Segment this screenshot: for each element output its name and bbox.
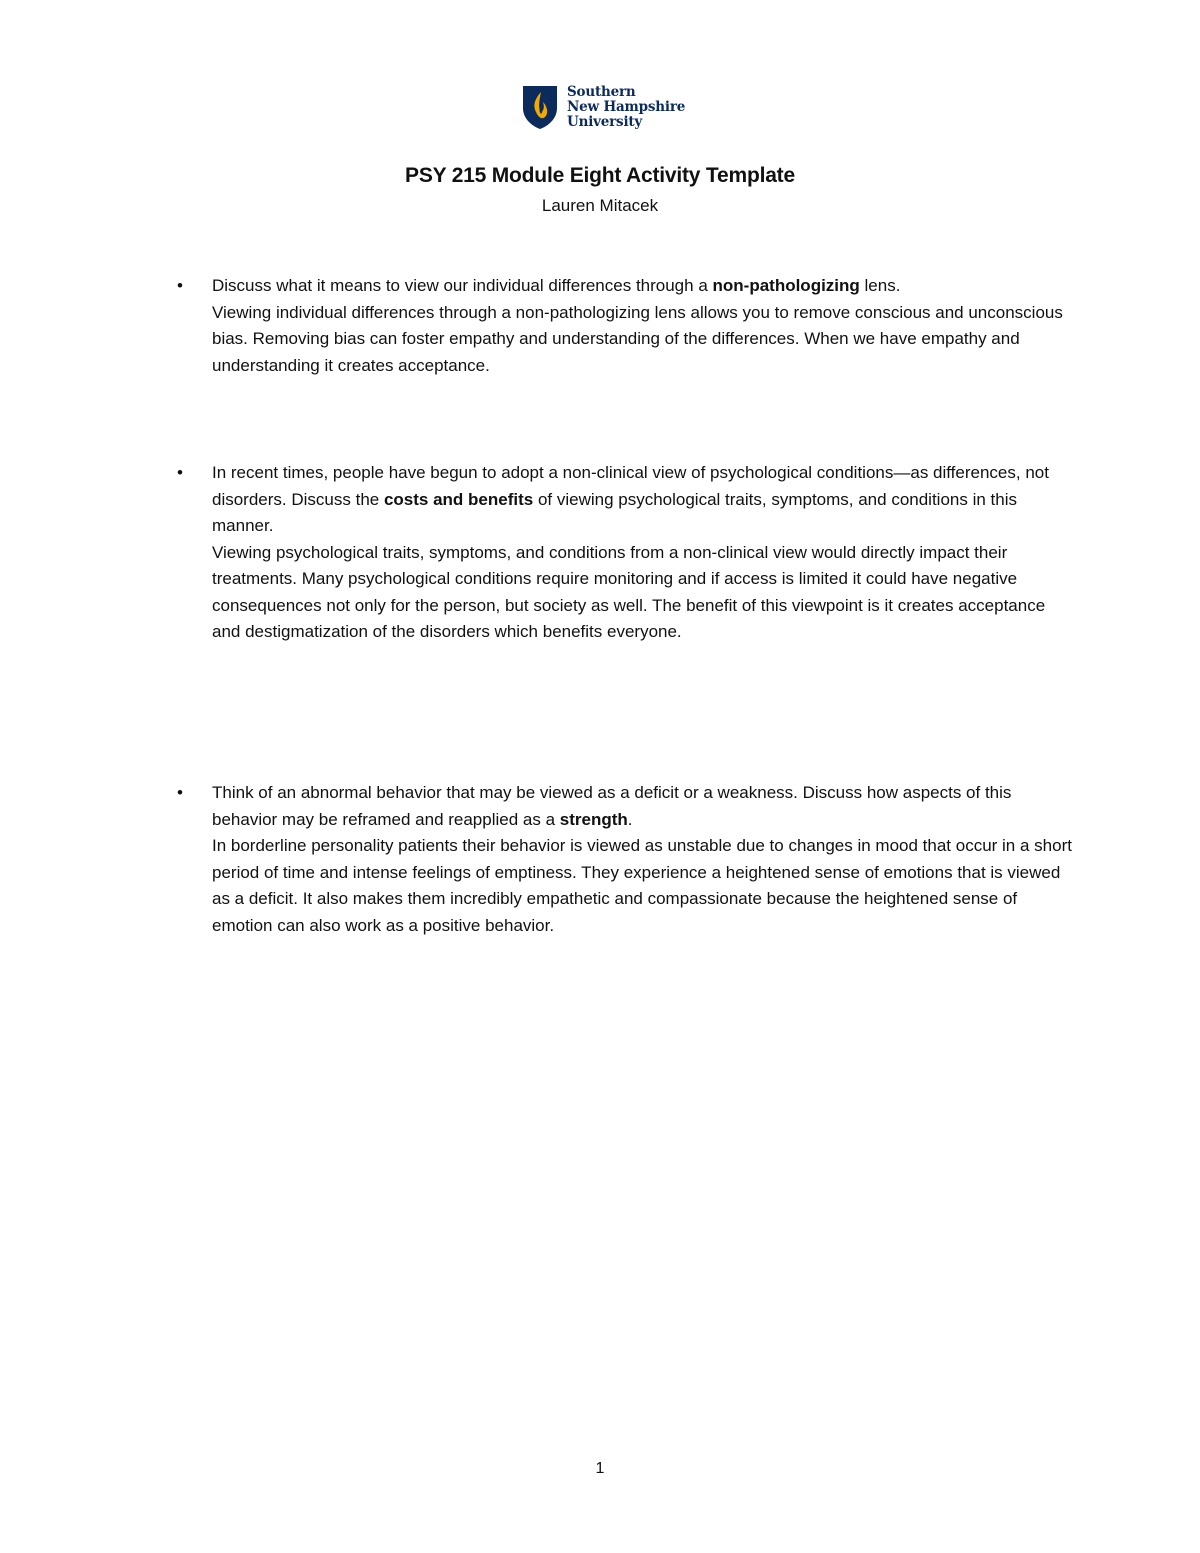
bullet-icon: • [177,783,183,802]
question-text [212,460,1072,540]
question-emphasis: strength [559,809,628,829]
question-part: Discuss what it means to view our individual differences through a [212,276,713,295]
university-logo [521,84,691,132]
answer-text: Viewing psychological traits, symptoms, and conditions from a non-clinical view would directly impact their treatments. Many psychological conditions require monitoring and if access is limited it could have negative consequences not only for the person, but society as well. The benefit of this viewpoint is it creates acceptance and destigmatization of the disorders which benefits everyone. [212,542,1046,641]
logo-line-3: University [567,114,643,130]
logo-line-1: Southern [567,84,636,100]
list-item [177,460,1072,646]
page-number: 1 [595,1460,605,1477]
logo-line-2: New Hampshire [567,99,686,115]
document-title: PSY 215 Module Eight Activity Template [405,164,795,187]
answer-text: Viewing individual differences through a non-pathologizing lens allows you to remove conscious and unconscious bias. Removing bias can foster empathy and understanding of the differences. When we have empathy and understanding it creates acceptance. [212,302,1063,375]
question-text [212,780,1072,833]
question-part: lens. [859,276,901,295]
question-emphasis: costs and benefits [383,489,534,509]
snhu-shield-flame-icon [521,84,559,130]
document-author: Lauren Mitacek [541,196,659,215]
bullet-icon: • [177,276,183,295]
question-part: of viewing psychological traits, symptoms, and conditions in this manner. [212,489,1017,535]
list-item [177,780,1072,939]
question-part: . [627,809,633,829]
answer-text: In borderline personality patients their behavior is viewed as unstable due to changes in mood that occur in a short period of time and intense feelings of emptiness. They experience a heightened sense of emotions that is viewed as a deficit. It also makes them incredibly empathetic and compassionate because the heightened sense of emotion can also work as a positive behavior. [212,836,1072,935]
question-part: Think of an abnormal behavior that may be viewed as a deficit or a weakness. Discuss how aspects of this behavior may be reframed and reapplied as a [212,783,1012,829]
list-item [177,273,1072,379]
logo-wordmark [567,85,685,130]
question-part: In recent times, people have begun to adopt a non-clinical view of psychological conditions—as differences, not disorders. Discuss the [212,463,1049,509]
question-emphasis: non-pathologizing [712,276,860,295]
question-text [212,273,1072,300]
bullet-icon: • [177,463,183,482]
